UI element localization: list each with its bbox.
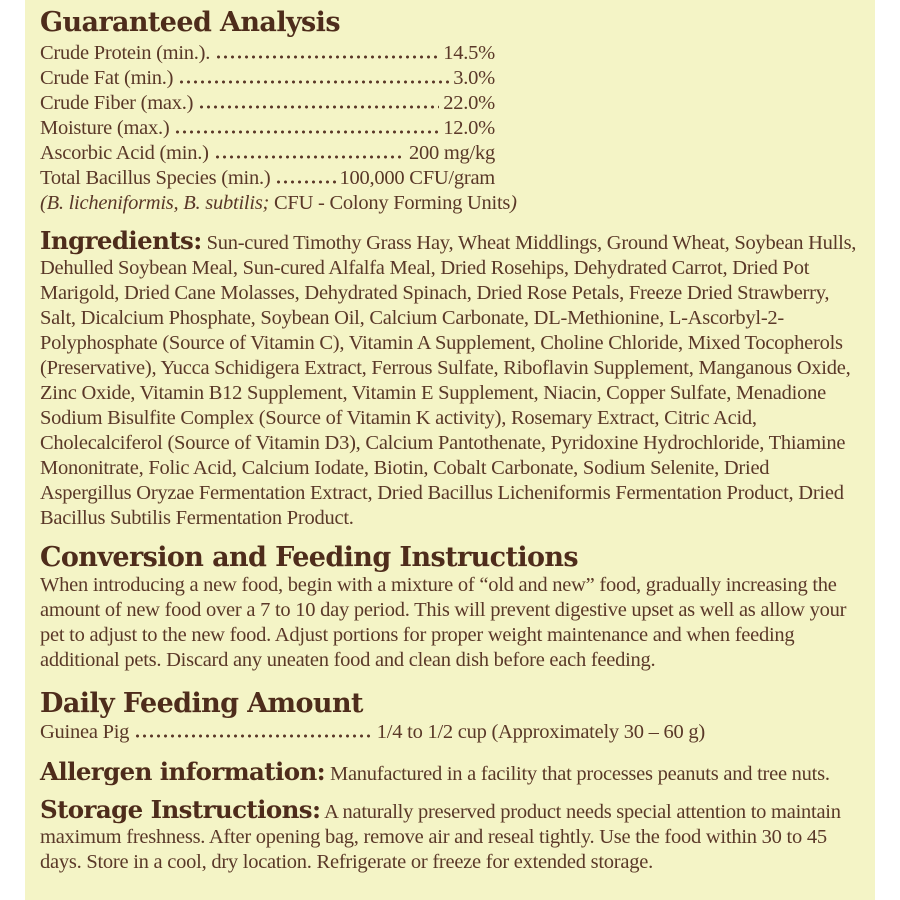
ingredients-heading: Ingredients: (40, 226, 202, 255)
nutrient-name: Moisture (max.) (40, 117, 170, 139)
nutrient-value: 100,000 CFU/gram (339, 167, 495, 189)
storage-text: A naturally preserved product needs special attention to maintain maximum freshness. After opening bag, remove air and reseal tightly. Use the food within 30 to 45 days. Store in a cool, dry location. Refrigerate or freeze for extended storage. (40, 801, 841, 873)
storage-paragraph (40, 795, 861, 875)
dot-leader (178, 70, 449, 84)
table-row (40, 166, 495, 191)
table-row (40, 141, 495, 166)
footnote-cfu-definition: CFU - Colony Forming Units (274, 192, 511, 214)
daily-feeding-table (40, 720, 705, 745)
table-row (40, 41, 495, 66)
nutrient-name: Total Bacillus Species (min.) (40, 167, 271, 189)
conversion-instructions-title: Conversion and Feeding Instructions (40, 542, 579, 573)
table-row (40, 116, 495, 141)
dot-leader (174, 120, 439, 134)
nutrient-value: 14.5% (443, 42, 495, 64)
allergen-text: Manufactured in a facility that processes peanuts and tree nuts. (329, 763, 830, 785)
nutrient-value: 22.0% (443, 92, 495, 114)
table-row (40, 66, 495, 91)
footnote-species-italic: (B. licheniformis, B. subtilis; (40, 192, 270, 214)
dot-leader (215, 45, 439, 59)
nutrient-value: 200 mg/kg (408, 142, 495, 164)
allergen-heading: Allergen information: (40, 757, 326, 786)
feeding-amount-value: 1/4 to 1/2 cup (Approximately 30 – 60 g) (376, 721, 705, 743)
pet-food-label-panel (25, 0, 875, 900)
nutrient-name: Ascorbic Acid (min.) (40, 142, 209, 164)
dot-leader (134, 724, 373, 738)
nutrient-name: Crude Protein (min.). (40, 42, 211, 64)
dot-leader (214, 145, 405, 159)
animal-name: Guinea Pig (40, 721, 130, 743)
guaranteed-analysis-title: Guaranteed Analysis (40, 7, 340, 38)
dot-leader (198, 95, 439, 109)
ingredients-paragraph (40, 226, 861, 531)
daily-feeding-title: Daily Feeding Amount (40, 688, 363, 719)
guaranteed-analysis-footnote (40, 191, 861, 216)
guaranteed-analysis-table (40, 41, 495, 191)
conversion-instructions-text: When introducing a new food, begin with a mixture of “old and new” food, gradually increasing the amount of new food over a 7 to 10 day period. This will prevent digestive upset as well as allow your pet to adjust to the new food. Adjust portions for proper weight maintenance and when feeding additional pets. Discard any uneaten food and clean dish before each feeding. (40, 574, 847, 671)
nutrient-name: Crude Fat (min.) (40, 67, 174, 89)
storage-heading: Storage Instructions: (40, 795, 321, 824)
nutrient-value: 12.0% (443, 117, 495, 139)
table-row (40, 720, 705, 745)
nutrient-name: Crude Fiber (max.) (40, 92, 194, 114)
ingredients-text: Sun-cured Timothy Grass Hay, Wheat Middlings, Ground Wheat, Soybean Hulls, Dehulled Soybean Meal, Sun-cured Alfalfa Meal, Dried Rosehips, Dehydrated Carrot, Dried Pot Marigold, Dried Cane Molasses, Dehydrated Spinach, Dried Rose Petals, Freeze Dried Strawberry, Salt, Dicalcium Phosphate, Soybean Oil, Calcium Carbonate, DL-Methionine, L-Ascorbyl-2-Polyphosphate (Source of Vitamin C), Vitamin A Supplement, Choline Chloride, Mixed Tocopherols (Preservative), Yucca Schidigera Extract, Ferrous Sulfate, Riboflavin Supplement, Manganous Oxide, Zinc Oxide, Vitamin B12 Supplement, Vitamin E Supplement, Niacin, Copper Sulfate, Menadione Sodium Bisulfite Complex (Source of Vitamin K activity), Rosemary Extract, Citric Acid, Cholecalciferol (Source of Vitamin D3), Calcium Pantothenate, Pyridoxine Hydrochloride, Thiamine Mononitrate, Folic Acid, Calcium Iodate, Biotin, Cobalt Carbonate, Sodium Selenite, Dried Aspergillus Oryzae Fermentation Extract, Dried Bacillus Licheniformis Fermentation Product, Dried Bacillus Subtilis Fermentation Product. (40, 232, 857, 529)
table-row (40, 91, 495, 116)
dot-leader (275, 170, 335, 184)
nutrient-value: 3.0% (453, 67, 495, 89)
allergen-paragraph (40, 757, 861, 787)
footnote-close-paren: ) (510, 192, 517, 214)
